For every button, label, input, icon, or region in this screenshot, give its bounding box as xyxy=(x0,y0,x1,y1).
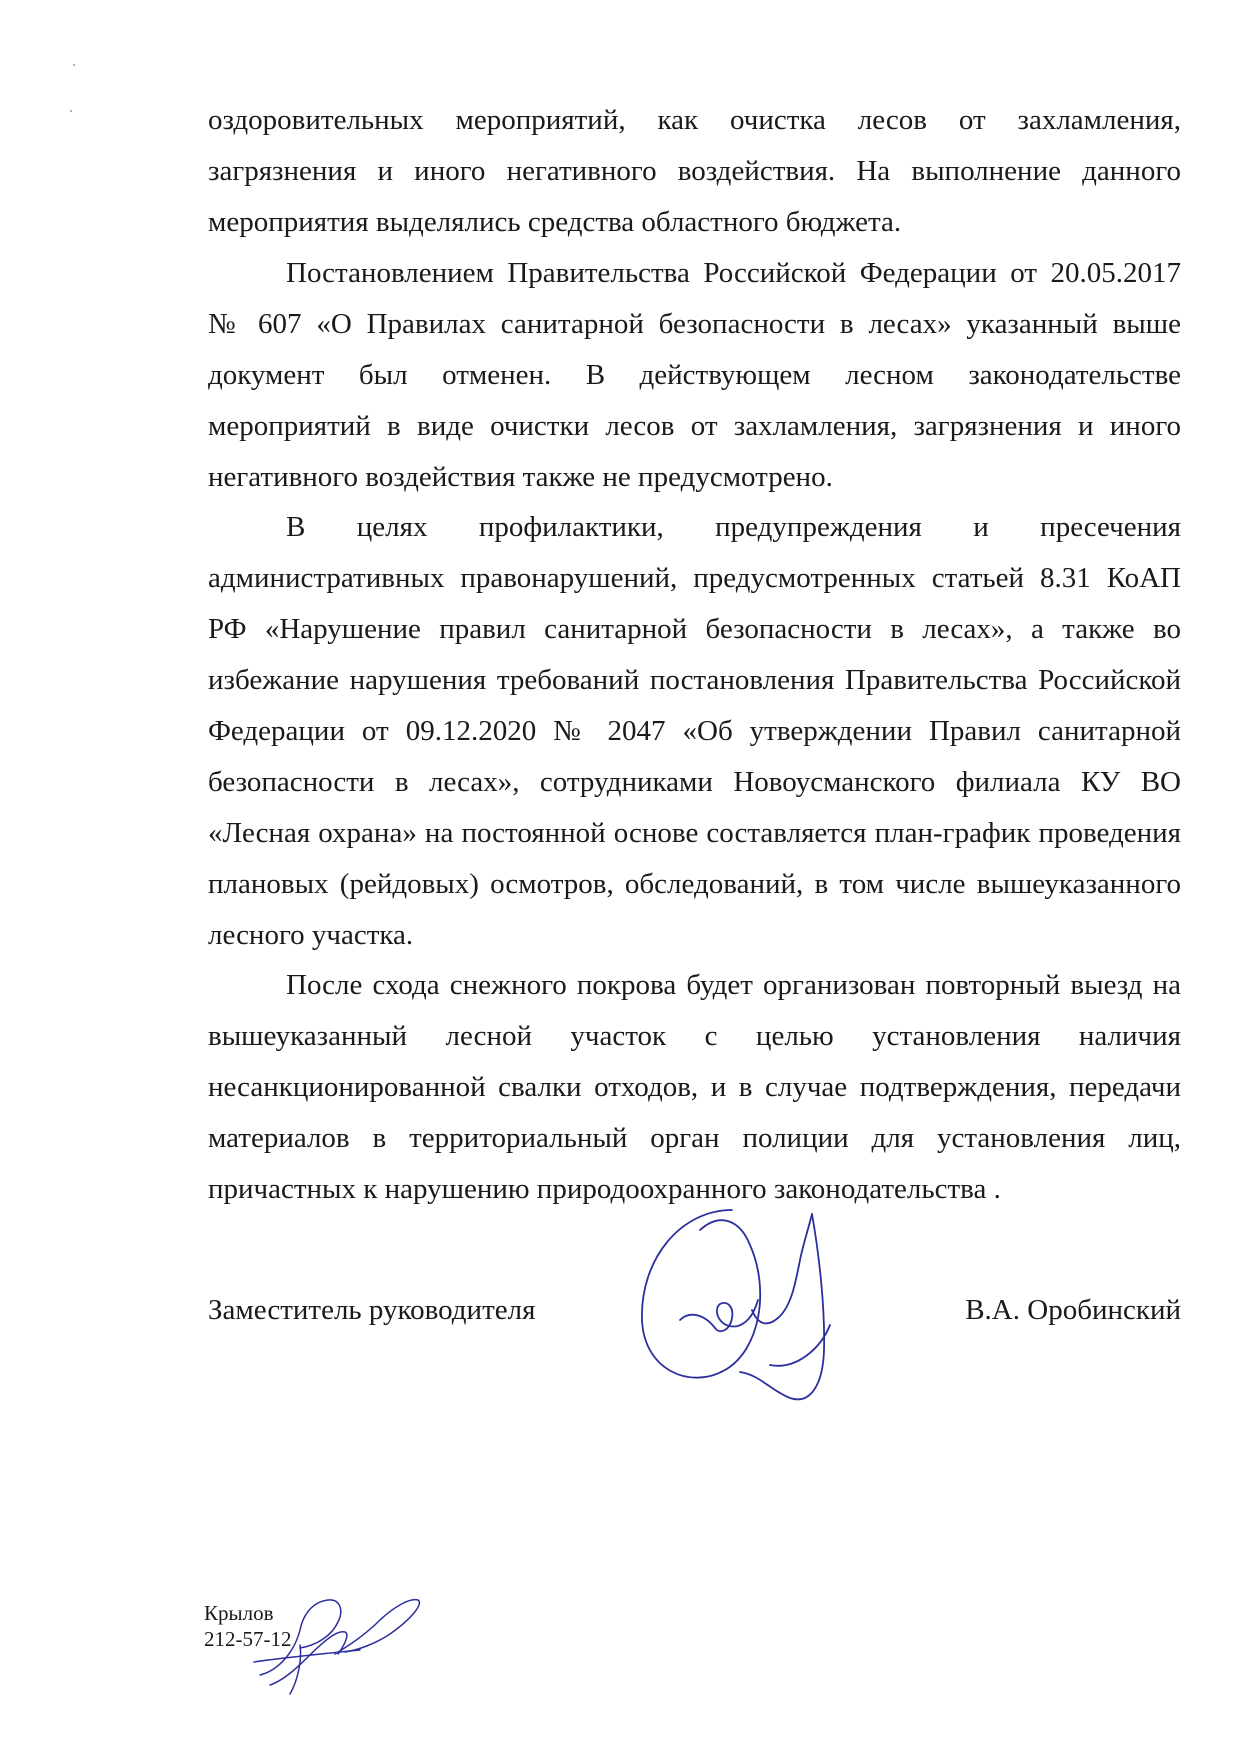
executor-signature xyxy=(240,1590,430,1700)
executor-phone: 212-57-12 xyxy=(204,1627,292,1651)
executor-name: Крылов xyxy=(204,1601,274,1625)
scan-speck xyxy=(73,64,75,66)
scan-speck xyxy=(70,110,72,112)
handwritten-signature xyxy=(620,1200,920,1420)
paragraph-2: Постановлением Правительства Российской Федерации от 20.05.2017 № 607 «О Правилах санитарной безопасности в лесах» указанный выше документ был отменен. В действующем лесном законодательстве мероприятий в виде очистки лесов от захламления, загрязнения и иного негативного воздействия также не предусмотрено. xyxy=(208,257,1181,493)
signatory-title: Заместитель руководителя xyxy=(208,1294,536,1326)
paragraph-4: После схода снежного покрова будет организован повторный выезд на вышеуказанный лесной участок с целью установления наличия несанкционированной свалки отходов, и в случае подтверждения, передачи материалов в территориальный орган полиции для установления лиц, причастных к нарушению природоохранного законодательства . xyxy=(208,969,1181,1205)
signatory-name: В.А. Оробинский xyxy=(965,1294,1181,1326)
paragraph-3: В целях профилактики, предупреждения и пресечения административных правонарушений, предусмотренных статьей 8.31 КоАП РФ «Нарушение правил санитарной безопасности в лесах», а также во избежание нарушения требований постановления Правительства Российской Федерации от 09.12.2020 № 2047 «Об утверждении Правил санитарной безопасности в лесах», сотрудниками Новоусманского филиала КУ ВО «Лесная охрана» на постоянной основе составляется план-график проведения плановых (рейдовых) осмотров, обследований, в том числе вышеуказанного лесного участка. xyxy=(208,511,1181,951)
paragraph-1: оздоровительных мероприятий, как очистка лесов от захламления, загрязнения и иного негативного воздействия. На выполнение данного мероприятия выделялись средства областного бюджета. xyxy=(208,104,1181,238)
